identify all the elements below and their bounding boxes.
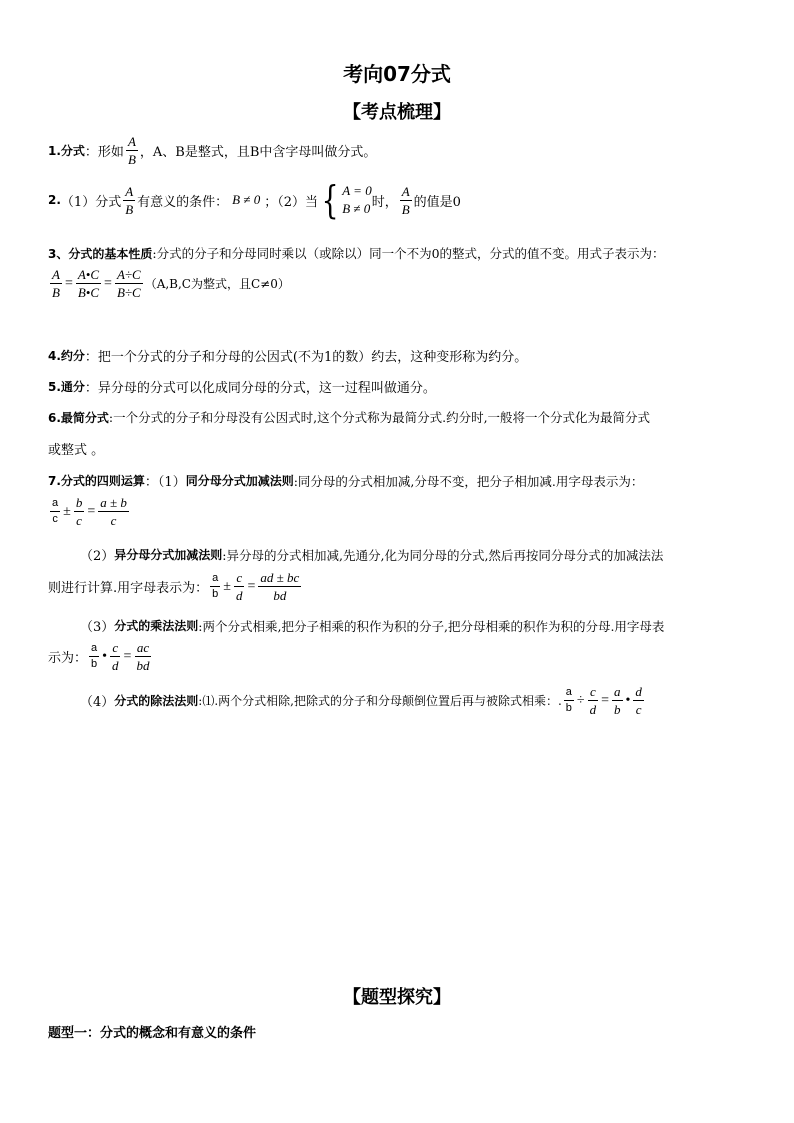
fraction: $\frac{A•C}{B•C}$ <box>77 267 100 300</box>
item-text: （3） <box>80 620 115 635</box>
item-label: 2. <box>48 193 61 207</box>
item-text: ；（2）当 <box>264 194 319 210</box>
rule-label: 分式的除法法则 <box>114 694 199 708</box>
same-denominator-formula <box>48 496 131 527</box>
item-text: :同分母的分式相加减,分母不变，把分子相加减.用字母表示为： <box>293 473 644 489</box>
rule-label: 分式的乘法法则 <box>114 619 199 633</box>
item-text: ，A、B是整式，且B中含字母叫做分式。 <box>139 145 377 160</box>
item-text: 示为： <box>48 651 88 666</box>
item-label: 5.通分 <box>48 380 85 394</box>
fraction: $\frac{a}{b}$ <box>614 684 621 717</box>
divide-sign: ÷ <box>576 692 585 708</box>
item-text: ：形如 <box>84 145 124 160</box>
brace-icon: { <box>321 178 339 222</box>
fraction: $\frac{A}{B}$ <box>127 134 136 167</box>
item-text: :两个分式相乘,把分子相乘的积作为积的分子,把分母相乘的积作为积的分母.用字母表 <box>198 618 665 634</box>
condition-expression: B ≠ 0 <box>232 192 261 207</box>
item-text-continued: 或整式 。 <box>48 443 105 458</box>
item-label: 6.最简分式 <box>48 410 109 425</box>
item-text: :分式的分子和分母同时乘以（或除以）同一个不为0的整式，分式的值不变。用式子表示为： <box>152 246 665 261</box>
item-text: :异分母的分式相加减,先通分,化为同分母的分式,然后再按同分母分式的加减法法 <box>222 547 664 563</box>
rule-division <box>80 685 646 716</box>
item-basic-property <box>48 244 665 262</box>
item-text: ：把一个分式的分子和分母的公因式(不为1的数）约去，这种变形称为约分。 <box>84 350 528 365</box>
dot-sign: • <box>102 648 108 664</box>
fraction: $\frac{a}{b}$ <box>212 572 219 600</box>
item-label: 3、分式的基本性质 <box>48 246 153 261</box>
fraction: $\frac{c}{d}$ <box>112 640 119 673</box>
different-denominator-formula <box>48 571 303 602</box>
dot-sign: • <box>625 692 631 708</box>
item-label: 4.约分 <box>48 349 85 363</box>
page-title: 考向07分式 <box>343 62 451 86</box>
fraction: $\frac{a}{b}$ <box>91 642 98 670</box>
item-fraction-definition <box>48 135 376 166</box>
rule-label: 异分母分式加减法则 <box>114 548 223 562</box>
item-label: 7.分式的四则运算 <box>48 474 145 488</box>
item-text: 的值是0 <box>413 194 461 210</box>
multiplication-formula <box>48 641 153 672</box>
item-text: ：（1） <box>144 475 186 490</box>
fraction: $\frac{A}{B}$ <box>52 267 60 300</box>
fraction: $\frac{ac}{bd}$ <box>136 640 150 673</box>
item-text: 有意义的条件： <box>137 194 229 210</box>
item-text: :⑴.两个分式相除,把除式的分子和分母颠倒位置后再与被除式相乘：. <box>198 694 562 708</box>
section-heading-question-types: 【题型探究】 <box>343 987 451 1008</box>
equals-sign: = <box>64 275 73 291</box>
fraction: $\frac{d}{c}$ <box>635 684 642 717</box>
item-text: 时， <box>371 194 398 210</box>
rule-different-denominator <box>80 545 663 564</box>
item-common-denominator <box>48 377 436 396</box>
equals-sign: = <box>104 275 112 291</box>
item-label: 1.分式 <box>48 144 85 158</box>
item-four-operations <box>48 471 643 490</box>
fraction: $\frac{b}{c}$ <box>75 495 83 528</box>
fraction: $\frac{c}{d}$ <box>589 684 597 717</box>
plus-minus-sign: ± <box>63 503 71 519</box>
basic-property-formula <box>48 268 290 299</box>
fraction: $\frac{c}{d}$ <box>235 570 243 603</box>
fraction: $\frac{A}{B}$ <box>125 183 134 217</box>
fraction: $\frac{ad \pm bc}{bd}$ <box>260 570 300 603</box>
item-text: （2） <box>80 549 115 564</box>
item-meaningful-condition <box>48 178 461 222</box>
item-text: :一个分式的分子和分母没有公因式时,这个分式称为最简分式.约分时,一般将一个分式化为最简分式 <box>108 410 651 425</box>
item-text: 则进行计算.用字母表示为： <box>48 581 209 596</box>
item-note: （A,B,C为整式，且C≠0） <box>144 277 290 291</box>
fraction: $\frac{A\div C}{B\div C}$ <box>116 267 141 300</box>
item-text: （1）分式 <box>60 194 122 210</box>
plus-minus-sign: ± <box>223 578 231 594</box>
item-text: （4） <box>80 695 115 710</box>
fraction: $\frac{a \pm b}{c}$ <box>100 495 127 528</box>
equation-system: { A = 0 B ≠ 0 <box>321 178 372 222</box>
section-heading-key-points: 【考点梳理】 <box>343 102 451 123</box>
item-text: ：异分母的分式可以化成同分母的分式，这一过程叫做通分。 <box>84 381 436 396</box>
fraction: $\frac{A}{B}$ <box>401 183 410 217</box>
equals-sign: = <box>601 692 610 708</box>
rule-label: 同分母分式加减法则 <box>185 474 294 488</box>
item-reduction <box>48 346 527 365</box>
equals-sign: = <box>87 503 96 519</box>
fraction: $\frac{a}{c}$ <box>52 497 59 525</box>
question-type-heading: 题型一：分式的概念和有意义的条件 <box>48 1026 257 1041</box>
item-simplest-fraction <box>48 408 650 426</box>
equals-sign: = <box>123 648 132 664</box>
equals-sign: = <box>247 578 256 594</box>
fraction: $\frac{a}{b}$ <box>565 686 572 714</box>
rule-multiplication <box>80 616 664 635</box>
